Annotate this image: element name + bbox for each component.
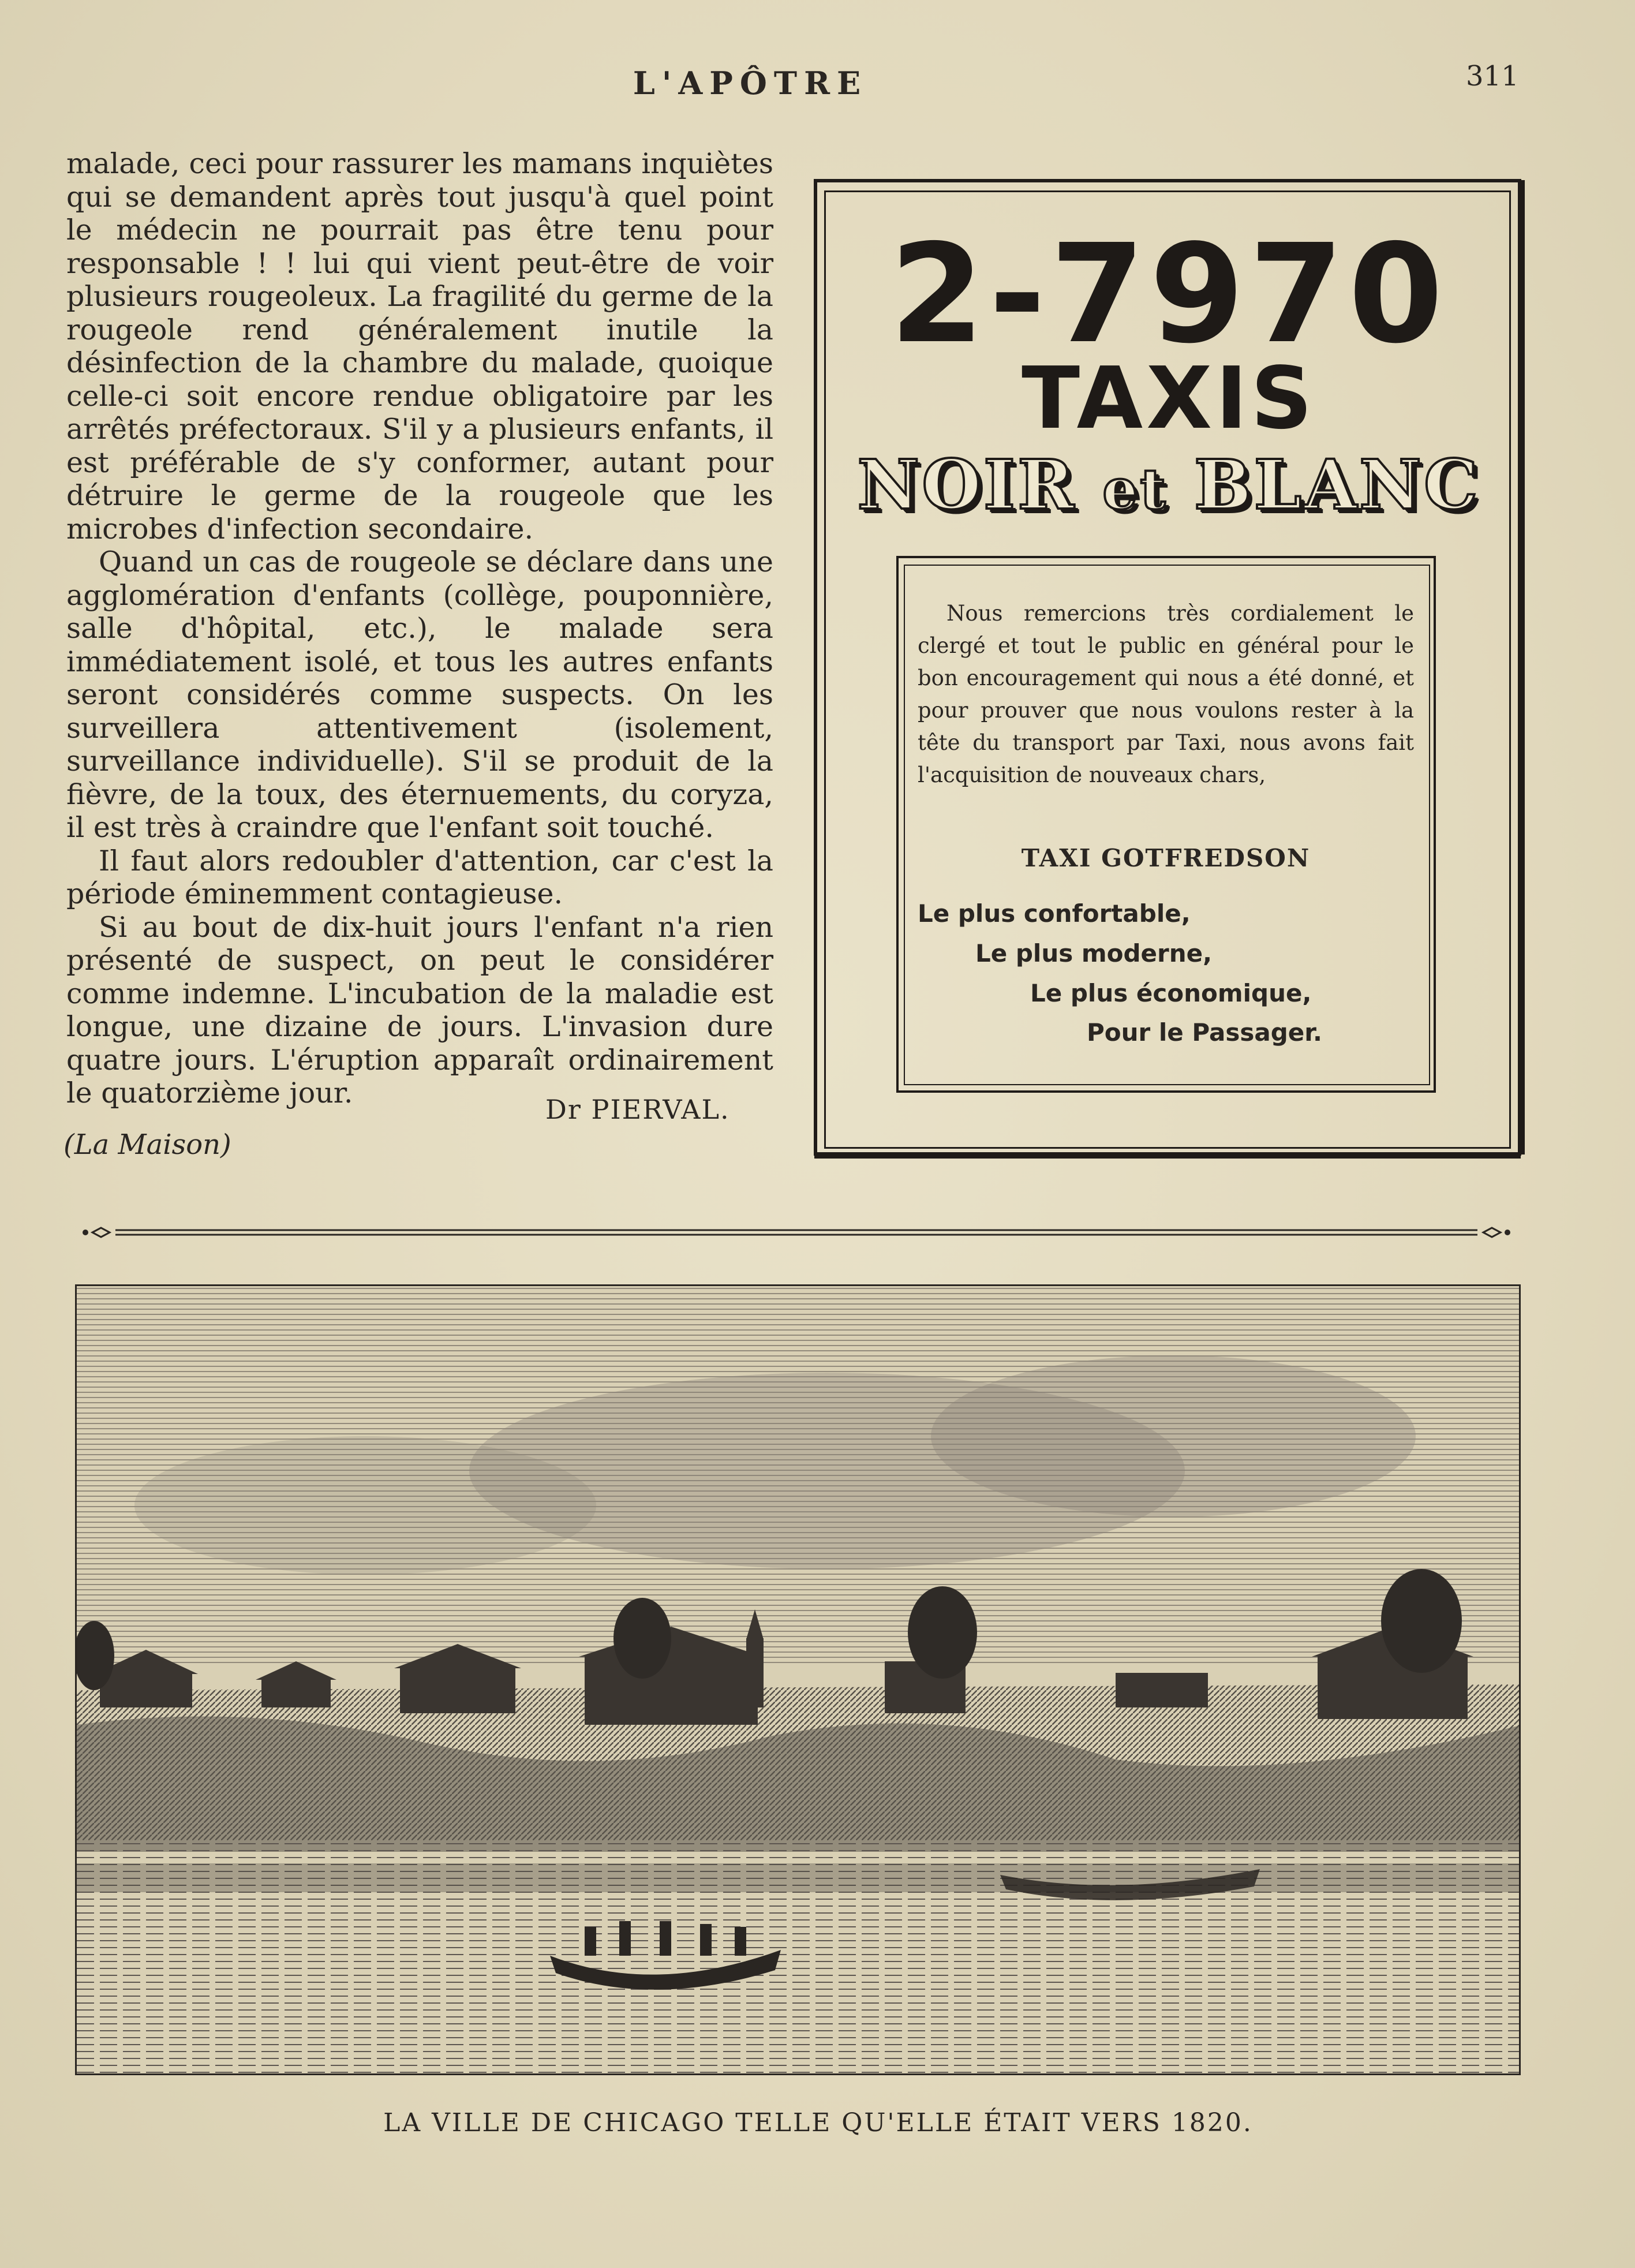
ad-company-name: TAXI GOTFREDSON [1021, 844, 1311, 872]
article-paragraph-1: malade, ceci pour rassurer les mamans inquiètes qui se demandent après tout jusqu'à quel point le médecin ne pourrait pas être tenu pour responsable ! ! lui qui vient peut-être de voir plusieurs rougeoleux. La fragilité du germe de la rougeole rend généralement inutile la désinfection de la chambre du malade, quoique celle-ci soit encore rendue obligatoire par les arrêtés préfectoraux. S'il y a plusieurs enfants, il est préférable de s'y conformer, autant pour détruire le germe de la rougeole que les microbes d'infection secondaire. [66, 147, 773, 545]
ad-subhead [825, 444, 1512, 527]
ad-slogan-1: Le plus confortable, [918, 899, 1191, 928]
ad-slogan-3: Le plus économique, [1030, 979, 1312, 1007]
article-paragraph-4: Si au bout de dix-huit jours l'enfant n'a rien présenté de suspect, on peut le considérer comme indemne. L'incubation de la maladie est longue, une dizaine de jours. L'invasion dure quatre jours. L'éruption apparaît ordinairement le quatorzième jour. [66, 910, 773, 1109]
ad-subhead-noir: NOIR [857, 444, 1077, 525]
article-column [66, 147, 773, 1110]
illustration-caption: LA VILLE DE CHICAGO TELLE QU'ELLE ÉTAIT VERS 1820. [383, 2108, 1253, 2138]
ad-phone-number: 2-7970 [889, 215, 1448, 373]
ad-headline: TAXIS [1022, 349, 1316, 448]
page-number: 311 [1466, 60, 1519, 92]
chicago-1820-engraving [75, 1284, 1521, 2075]
article-paragraph-2: Quand un cas de rougeole se déclare dans une agglomération d'enfants (collège, pouponnière, salle d'hôpital, etc.), le malade sera immédiatement isolé, et tous les autres enfants seront considérés comme suspects. On les surveillera attentivement (isolement, surveillance individuelle). S'il se produit de la fièvre, de la toux, des éternuements, du coryza, il est très à craindre que l'enfant soit touché. [66, 545, 773, 844]
ad-subhead-blanc: BLANC [1193, 444, 1480, 525]
ad-slogan-4: Pour le Passager. [1087, 1018, 1322, 1047]
ad-subhead-et: et [1102, 457, 1168, 522]
ad-message-text: Nous remercions très cordialement le clergé et tout le public en général pour le bon encouragement qui nous a été donné, et pour prouver que nous voulons rester à la tête du transport par Taxi, nous avons fait l'acquisition de nouveaux chars, [918, 601, 1414, 787]
ornamental-divider [75, 1224, 1518, 1241]
ad-slogan-2: Le plus moderne, [975, 939, 1213, 967]
ad-message [918, 597, 1414, 791]
article-paragraph-3: Il faut alors redoubler d'attention, car c'est la période éminemment contagieuse. [66, 844, 773, 910]
article-source: (La Maison) [63, 1129, 231, 1161]
article-signature: Dr PIERVAL. [545, 1094, 730, 1125]
running-title: L'APÔTRE [633, 65, 868, 102]
